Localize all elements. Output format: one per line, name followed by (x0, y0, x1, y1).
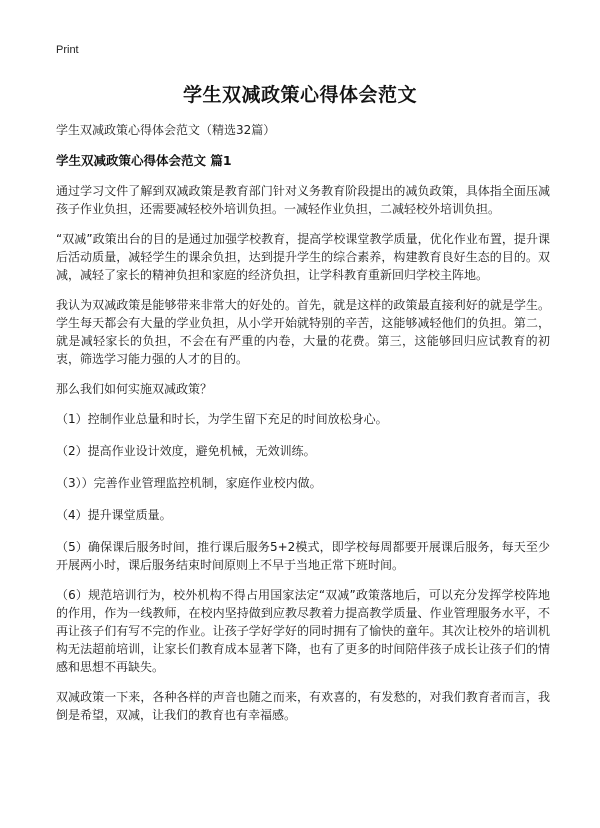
document-subtitle: 学生双减政策心得体会范文（精选32篇） (56, 123, 276, 137)
list-item-1: （1）控制作业总量和时长，为学生留下充足的时间放松身心。 (56, 412, 388, 426)
paragraph-conclusion: 双减政策一下来，各种各样的声音也随之而来，有欢喜的，有发愁的，对我们教育者而言，我倒是希望，双减，让我们的教育也有幸福感。 (56, 690, 550, 722)
list-item-3: （3））完善作业管理监控机制，家庭作业校内做。 (56, 476, 322, 490)
paragraph-purpose: “双减”政策出台的目的是通过加强学校教育，提高学校课堂教学质量，优化作业布置，提升课后活动质量，减轻学生的课余负担，达到提升学生的综合素养，构建教育良好生态的目的。双减，减轻了家长的精神负担和家庭的经济负担，让学科教育重新回归学校主阵地。 (56, 232, 550, 282)
paragraph-intro: 通过学习文件了解到双减政策是教育部门针对义务教育阶段提出的减负政策，具体指全面压减孩子作业负担，还需要减轻校外培训负担。一减轻作业负担，二减轻校外培训负担。 (56, 184, 550, 216)
paragraph-benefits: 我认为双减政策是能够带来非常大的好处的。首先，就是这样的政策最直接利好的就是学生。学生每天都会有大量的学业负担，从小学开始就特别的辛苦，这能够减轻他们的负担。第二，就是减轻家长的负担，不会在有严重的内卷，大量的花费。第三，这能够回归应试教育的初衷，筛选学习能力强的人才的目的。 (56, 298, 550, 366)
document-body (56, 182, 550, 736)
list-item-4: （4）提升课堂质量。 (56, 508, 172, 522)
list-item-5: （5）确保课后服务时间，推行课后服务5+2模式，即学校每周都要开展课后服务，每天至少开展两小时，课后服务结束时间原则上不早于当地正常下班时间。 (56, 540, 550, 572)
section-heading: 学生双减政策心得体会范文 篇1 (56, 153, 232, 168)
print-label: Print (56, 44, 79, 56)
document-title: 学生双减政策心得体会范文 (182, 84, 417, 106)
paragraph-question: 那么我们如何实施双减政策？ (56, 382, 213, 396)
list-item-6: （6）规范培训行为，校外机构不得占用国家法定“双减”政策落地后，可以充分发挥学校阵地的作用，作为一线教师，在校内坚持做到应教尽教着力提高教学质量、作业管理服务水平，不再让孩子们有写不完的作业。让孩子学好学好的同时拥有了愉快的童年。其次让校外的培训机构无法超前培训，让家长们教育成本显著下降，也有了更多的时间陪伴孩子成长让孩子们的情感和思想不再缺失。 (56, 588, 550, 674)
list-item-2: （2）提高作业设计效度，避免机械，无效训练。 (56, 444, 316, 458)
